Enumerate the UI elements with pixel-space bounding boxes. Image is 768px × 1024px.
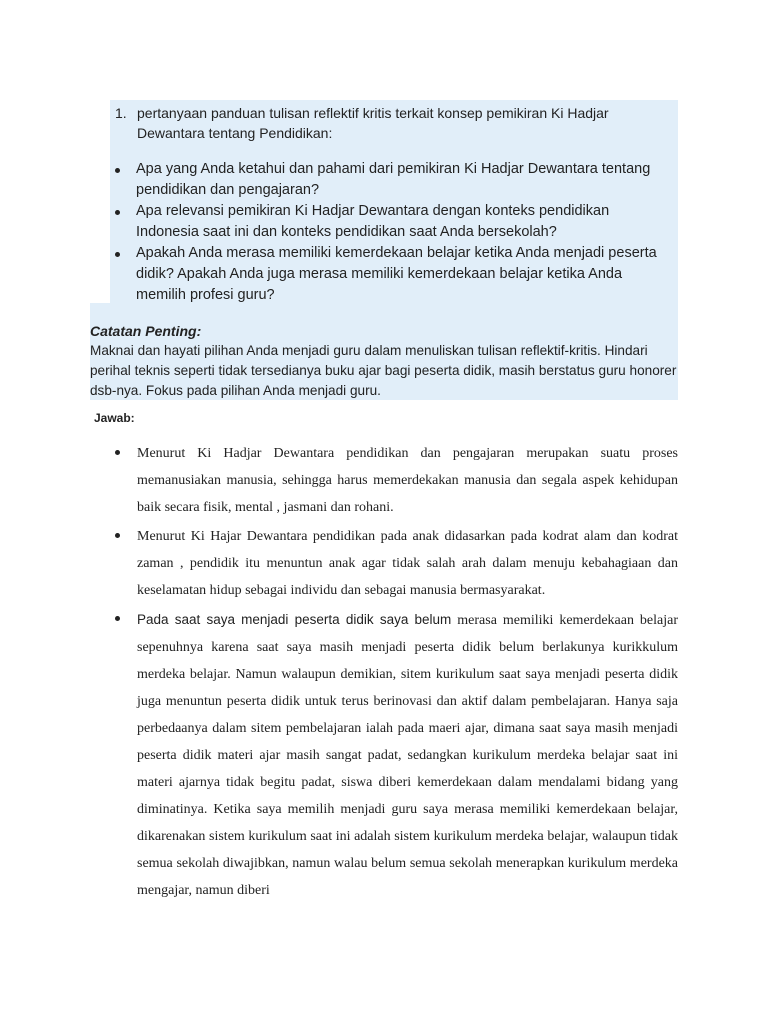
answer-item (110, 606, 678, 904)
question-item (110, 159, 675, 201)
question-list (110, 159, 675, 306)
answer-item (110, 523, 678, 604)
note-title: Catatan Penting: (90, 323, 202, 339)
answer-item-lead: Pada saat saya menjadi peserta didik saya belum (137, 612, 452, 627)
question-heading-text: pertanyaan panduan tulisan reflektif kritis terkait konsep pemikiran Ki Hadjar Dewantara tentang Pendidikan: (137, 105, 609, 141)
bullet-icon (115, 252, 120, 257)
question-item (110, 243, 675, 306)
question-item-text: Apakah Anda merasa memiliki kemerdekaan belajar ketika Anda menjadi peserta didik? Apakah Anda juga merasa memiliki kemerdekaan belajar ketika Anda memilih profesi guru? (136, 245, 657, 303)
answer-item-text: Menurut Ki Hadjar Dewantara pendidikan dan pengajaran merupakan suatu proses memanusiakan manusia, sehingga harus memerdekakan manusia dan segala aspek kehidupan baik secara fisik, mental , jasmani dan rohani. (137, 446, 678, 515)
bullet-icon (115, 450, 120, 455)
question-item-text: Apa yang Anda ketahui dan pahami dari pemikiran Ki Hadjar Dewantara tentang pendidikan dan pengajaran? (136, 161, 651, 198)
question-item (110, 201, 675, 243)
answer-label: Jawab: (94, 411, 135, 425)
bullet-icon (115, 533, 120, 538)
bullet-icon (115, 616, 120, 621)
note-body: Maknai dan hayati pilihan Anda menjadi guru dalam menuliskan tulisan reflektif-kritis. Hindari perihal teknis seperti tidak tersedianya buku ajar bagi peserta didik, masih berstatus guru honorer dsb-nya. Fokus pada pilihan Anda menjadi guru. (90, 343, 677, 398)
answer-item-rest: merasa memiliki kemerdekaan belajar sepenuhnya karena saat saya masih menjadi peserta didik belum berlakunya kurikkulum merdeka belajar. Namun walaupun demikian, sitem kurikulum saat saya menjadi peserta didik juga menuntun peserta didik untuk terus berinovasi dan aktif dalam pembelajaran. Hanya saja perbedaanya dalam sitem pembelajaran ialah pada maeri ajar, dimana saat saya masih menjadi peserta didik materi ajar masih sangat padat, sedangkan kurikulum merdeka belajar saat ini materi ajarnya tidak begitu padat, siswa diberi kemerdekaan dalam mendalami bidang yang diminatinya. Ketika saya memilih menjadi guru saya merasa memiliki kemerdekaan belajar, dikarenakan sistem kurikulum saat ini adalah sistem kurikulum merdeka belajar, walaupun tidak semua sekolah diwajibkan, namun walau belum semua sekolah menerapkan kurikulum merdeka mengajar, namun diberi (137, 613, 678, 898)
question-item-text: Apa relevansi pemikiran Ki Hadjar Dewantara dengan konteks pendidikan Indonesia saat ini dan konteks pendidikan saat Anda bersekolah? (136, 203, 610, 240)
answer-item (110, 440, 678, 521)
bullet-icon (115, 168, 120, 173)
bullet-icon (115, 210, 120, 215)
question-number: 1. (115, 105, 127, 121)
answer-item-text: Menurut Ki Hajar Dewantara pendidikan pada anak didasarkan pada kodrat alam dan kodrat zaman , pendidik itu menuntun anak agar tidak salah arah dalam menuju kebahagiaan dan keselamatan hidup sebagai individu dan sebagai manusia bermasyarakat. (137, 529, 678, 598)
answer-list (110, 440, 678, 906)
question-heading (115, 103, 675, 143)
